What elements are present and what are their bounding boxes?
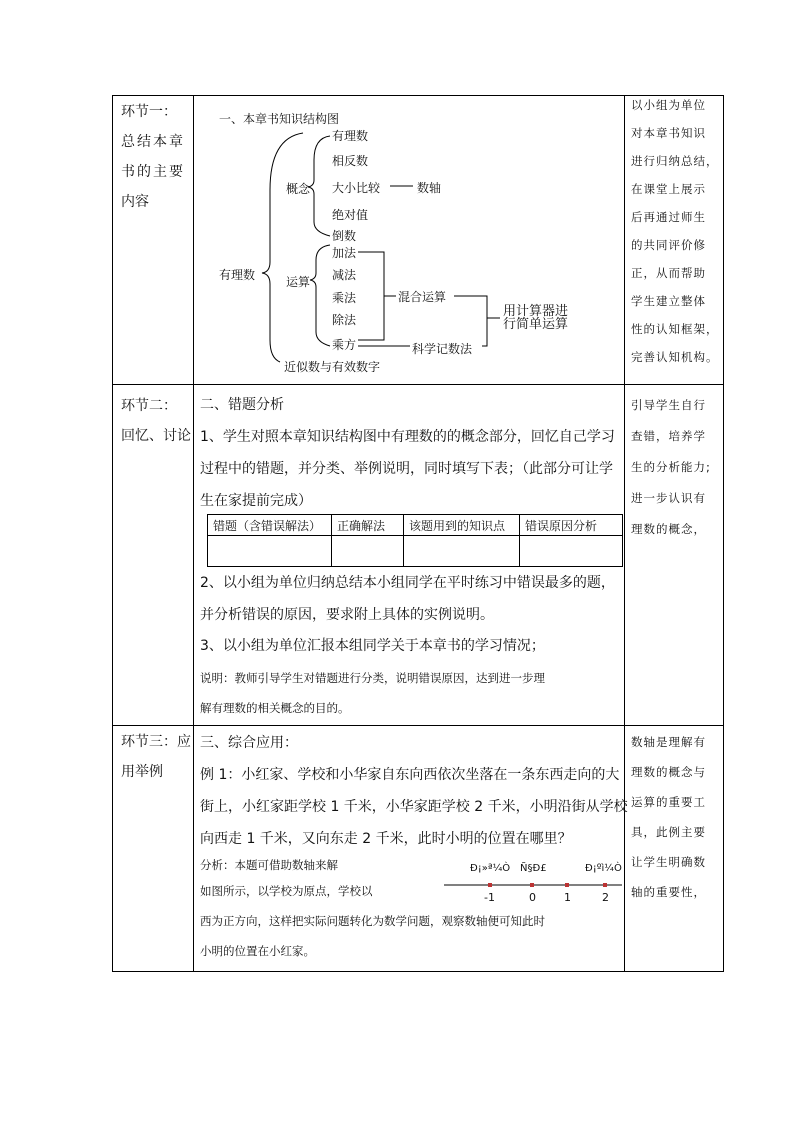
diagram-title: 一、本章书知识结构图 [219,112,340,126]
concept-item-rational: 有理数 [332,129,369,143]
op-item-add: 加法 [332,246,357,260]
op-item-mul: 乘法 [332,291,357,305]
table-header: 该题用到的知识点 [404,515,520,536]
table-header: 错题（含错误解法） [208,515,332,536]
section3-heading: 三、综合应用： [200,735,298,751]
row1-note: 以小组为单位 对本章书知识 进行归纳总结， 在课堂上展示 后再通过师生 的共同评价修 正，从而帮助 学生建立整体 性的认知框架， 完善认知机构。 [631,98,719,364]
row3-label: 环节三：应 用举例 [121,734,191,780]
axis-label-xiaohua: Ð¡»ª¼Ò [470,863,511,874]
axis-point [565,883,569,887]
diagram-operation: 运算 [286,275,311,289]
axis-tick-label: -1 [484,891,495,904]
row3-note: 数轴是理解有 理数的概念与 运算的重要工 具，此例主要 让学生明确数 轴的重要性， [631,735,706,899]
diagram-calc: 用计算器进 行简单运算 [503,304,569,332]
concept-item-opposite: 相反数 [332,154,369,168]
op-item-sub: 减法 [332,268,357,282]
axis-label-school: Ñ§Ð£ [520,863,547,874]
diagram-mixed: 混合运算 [398,290,447,304]
diagram-number-line: 数轴 [417,181,442,195]
concept-item-compare: 大小比较 [332,181,381,195]
section3-example: 例 1：小红家、学校和小华家自东向西依次坐落在一条东西走向的大 街上，小红家距学校 1 千米，小华家距学校 2 千米，小明沿街从学校 向西走 1 千米，又向东走 2 千米，此时小明的位置在哪里？ [200,767,628,847]
diagram-approx: 近似数与有效数字 [284,360,381,374]
op-item-pow: 乘方 [332,338,357,352]
table-header: 正确解法 [332,515,404,536]
diagram-sci: 科学记数法 [412,342,473,356]
diagram-root: 有理数 [219,268,256,282]
row2-label: 环节二： 回忆、讨论 [121,398,191,444]
row2-note: 引导学生自行 查错，培养学 生的分析能力; 进一步认识有 理数的概念， [631,398,711,536]
section2-para3: 3、以小组为单位汇报本组同学关于本章书的学习情况； [200,638,545,654]
diagram-concept: 概念 [286,182,311,196]
axis-point [603,883,607,887]
axis-label-xiaohong: Ð¡ºì¼Ò [585,863,622,874]
axis-tick-label: 2 [602,891,609,904]
section3-analysis: 分析：本题可借助数轴来解 如图所示，以学校为原点，学校以 西为正方向，这样把实际问题转化为数学问题，观察数轴便可知此时 小明的位置在小红家。 [200,858,545,958]
section2-heading: 二、错题分析 [200,397,284,413]
section2-para2: 2、以小组为单位归纳总结本小组同学在平时练习中错误最多的题， 并分析错误的原因，要求附上具体的实例说明。 [200,575,615,623]
op-item-div: 除法 [332,313,357,327]
axis-point [488,883,492,887]
row1-label: 环节一： 总结本章 书的主要 内容 [121,104,185,210]
axis-point [530,883,534,887]
axis-tick-label: 0 [529,891,536,904]
concept-item-absolute: 绝对值 [332,208,369,222]
axis-tick-label: 1 [564,891,571,904]
section2-note: 说明：教师引导学生对错题进行分类，说明错误原因，达到进一步理 解有理数的相关概念的目的。 [200,671,545,715]
table-header: 错误原因分析 [520,515,623,536]
concept-item-reciprocal: 倒数 [332,229,357,243]
section2-para1: 1、学生对照本章知识结构图中有理数的的概念部分，回忆自己学习 过程中的错题，并分类、举例说明，同时填写下表；（此部分可让学 生在家提前完成） [200,429,615,509]
